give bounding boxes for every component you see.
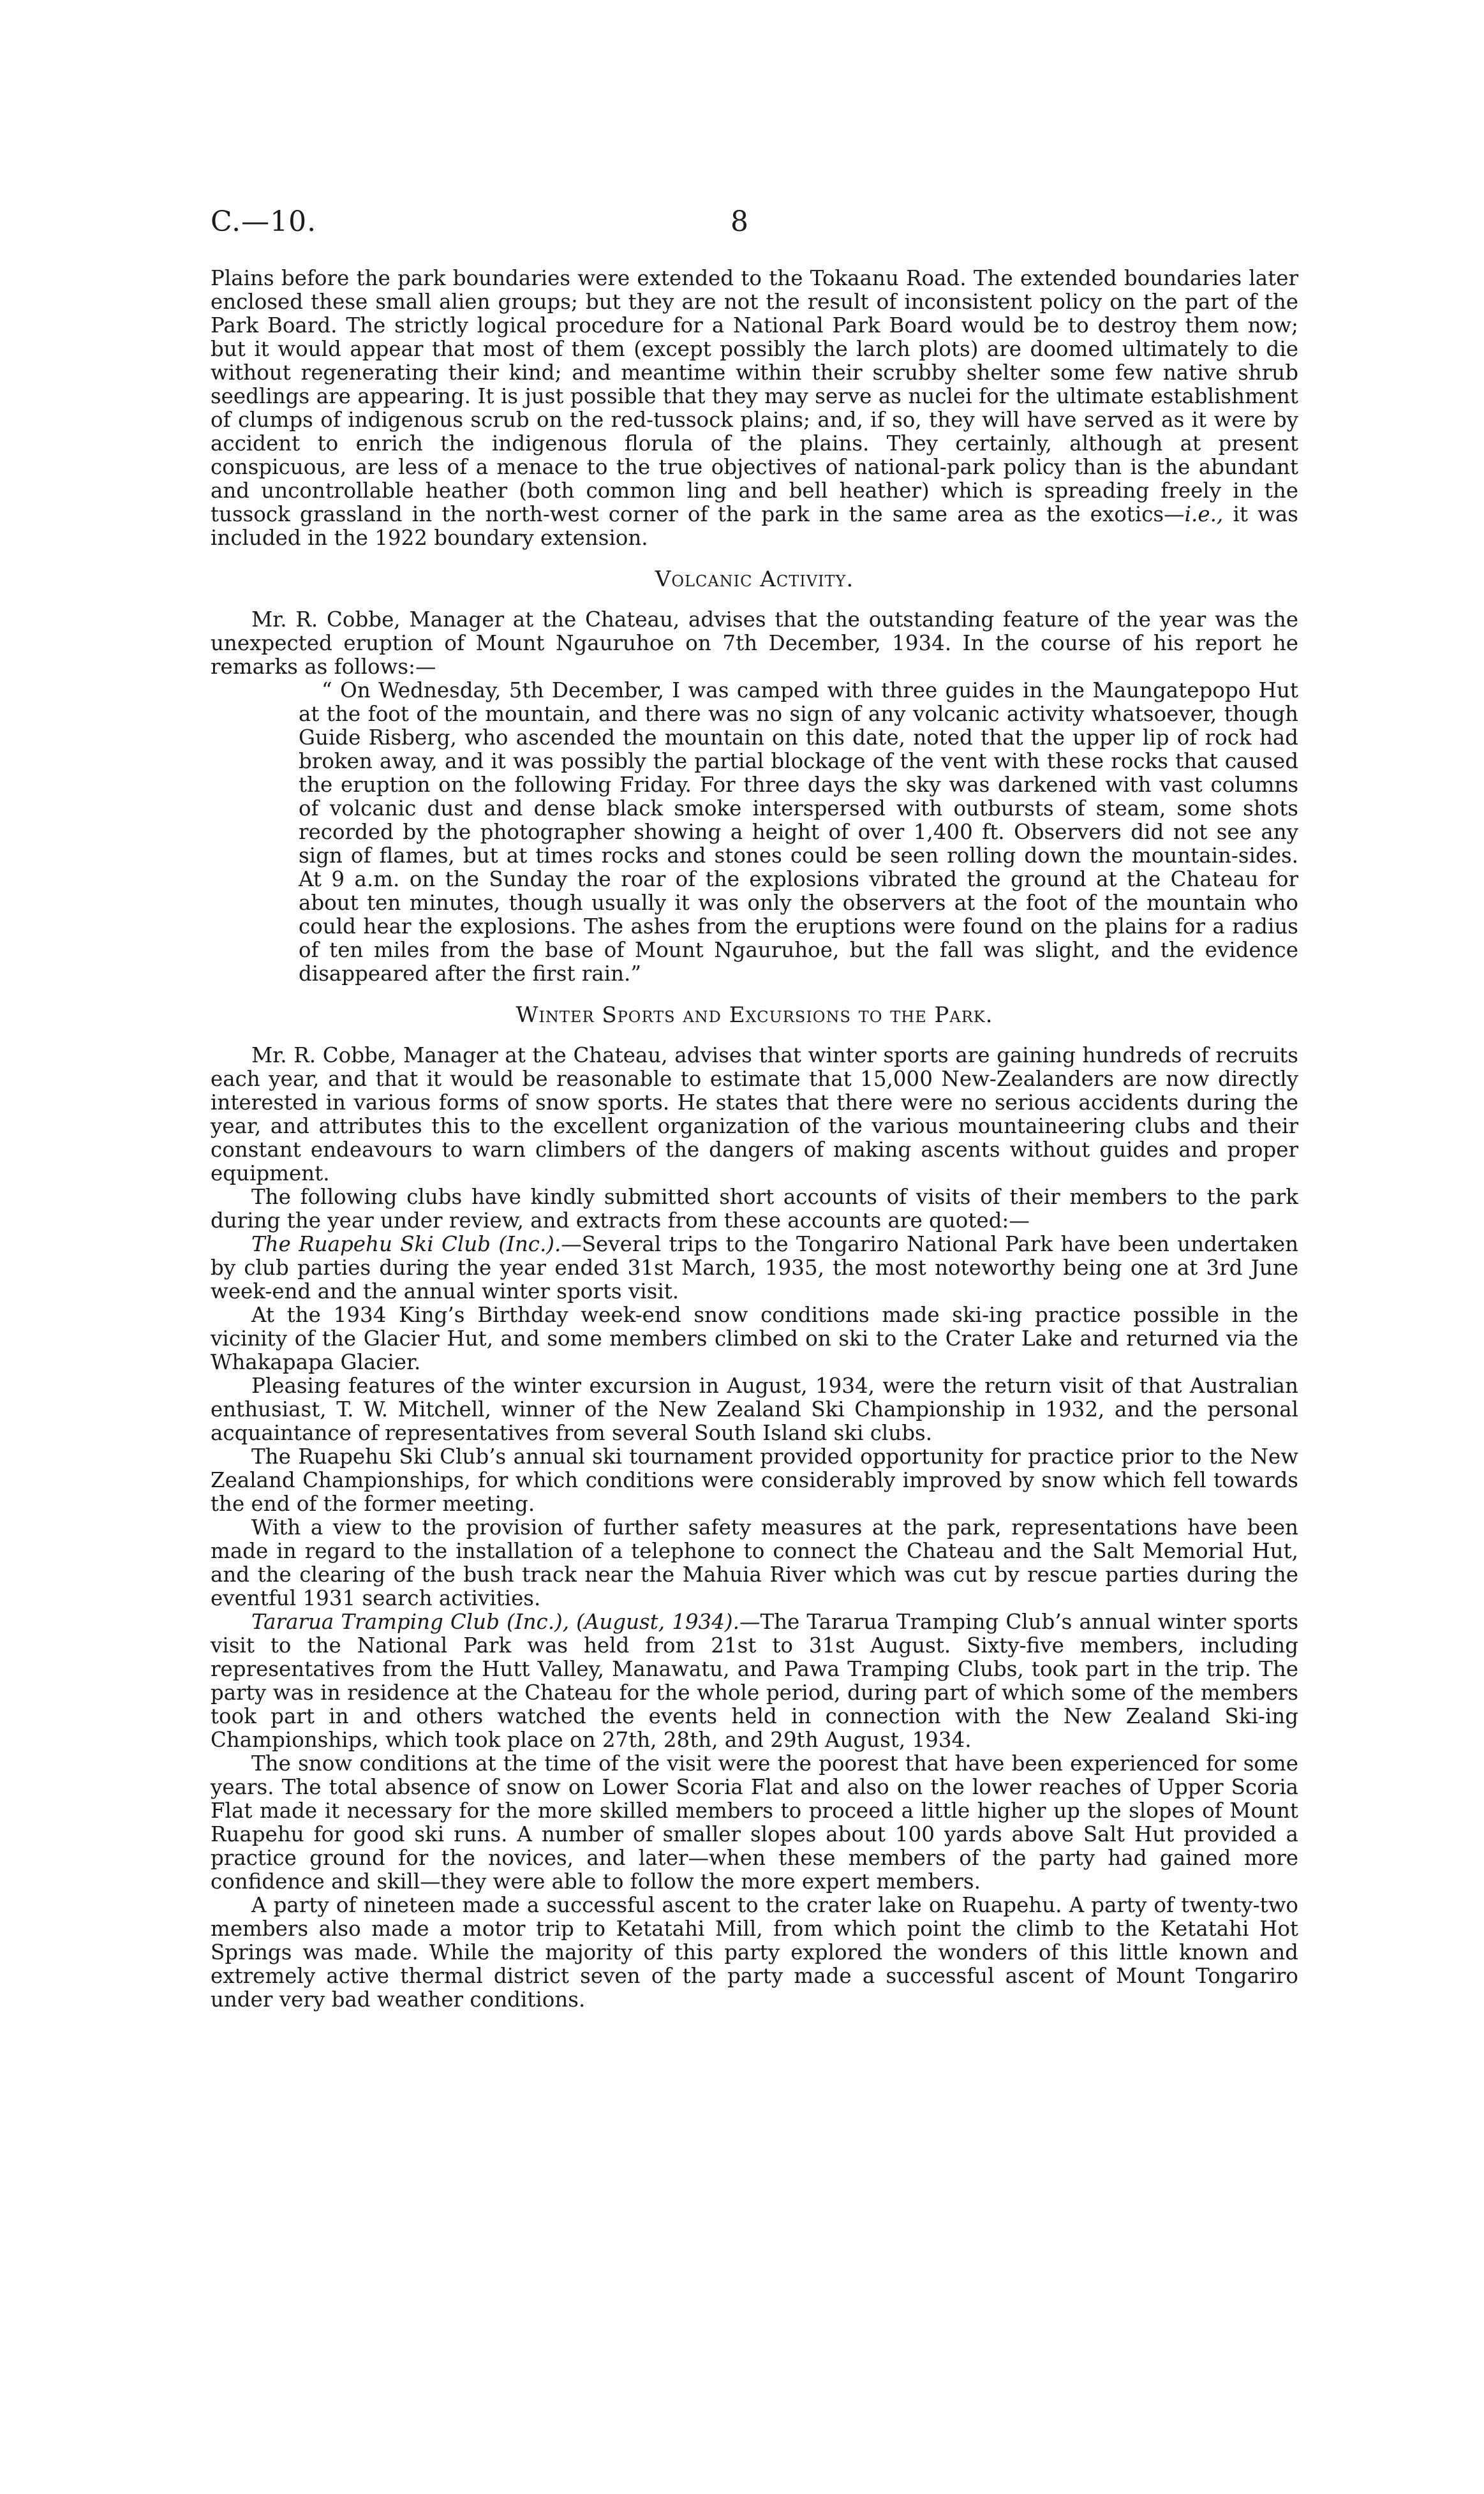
paragraph-plains: [211, 267, 1298, 550]
paragraph-text: it was included in the 1922 boundary extension.: [211, 502, 1298, 550]
paragraph-winter-9: The snow conditions at the time of the visit were the poorest that have been experienced for some years. The total absence of snow on Lower Scoria Flat and also on the lower reaches of Upper Scoria Flat made it necessary for the more skilled members to proceed a little higher up the slopes of Mount Ruapehu for good ski runs. A number of smaller slopes about 100 yards above Salt Hut provided a practice ground for the novices, and later—when these members of the party had gained more confidence and skill—they were able to follow the more expert members.: [211, 1751, 1298, 1894]
document-reference: C.—10.: [211, 205, 317, 238]
paragraph-text: Plains before the park boundaries were extended to the Tokaanu Road. The extended boundaries later enclosed these small alien groups; but they are not the result of inconsistent policy on the part of the Park Board. The strictly logical procedure for a National Park Board would be to destroy them now; but it would appear that most of them (except possibly the larch plots) are doomed ultimately to die without regenerating their kind; and meantime within their scrubby shelter some few native shrub seedlings are appearing. It is just possible that they may serve as nuclei for the ultimate establishment of clumps of indigenous scrub on the red-tussock plains; and, if so, they will have served as it were by accident to enrich the indigenous florula of the plains. They certainly, although at present conspicuous, are less of a menace to the true objectives of national-park policy than is the abundant and uncontrollable heather (both common ling and bell heather) which is spreading freely in the tussock grassland in the north-west corner of the park in the same area as the exotics—: [211, 266, 1298, 526]
paragraph-volcanic-intro: Mr. R. Cobbe, Manager at the Chateau, advises that the outstanding feature of the year was the unexpected eruption of Mount Ngauruhoe on 7th December, 1934. In the course of his report he remarks as follows:—: [211, 607, 1298, 679]
paragraph-winter-10: A party of nineteen made a successful ascent to the crater lake on Ruapehu. A party of twenty-two members also made a motor trip to Ketatahi Mill, from which point the climb to the Ketatahi Hot Springs was made. While the majority of this party explored the wonders of this little known and extremely active thermal district seven of the party made a successful ascent of Mount Tongariro under very bad weather conditions.: [211, 1893, 1298, 2012]
paragraph-text: —The Tararua Tramping Club’s annual winter sports visit to the National Park was held from 21st to 31st August. Sixty-five members, including representatives from the Hutt Valley, Manawatu, and Pawa Tramping Clubs, took part in the trip. The party was in residence at the Chateau for the whole period, during part of which some of the members took part in and others watched the events held in connection with the New Zealand Ski-ing Championships, which took place on 27th, 28th, and 29th August, 1934.: [211, 1610, 1298, 1752]
paragraph-winter-1: Mr. R. Cobbe, Manager at the Chateau, advises that winter sports are gaining hundreds of recruits each year, and that it would be reasonable to estimate that 15,000 New-Zealanders are now directly interested in various forms of snow sports. He states that there were no serious accidents during the year, and attributes this to the excellent organization of the various mountaineering clubs and their constant endeavours to warn climbers of the dangers of making ascents without guides and proper equipment.: [211, 1043, 1298, 1185]
document-body: [211, 267, 1298, 2012]
section-heading-volcanic: Volcanic Activity.: [655, 567, 854, 592]
paragraph-winter-4: At the 1934 King’s Birthday week-end snow conditions made ski-ing practice possible in the vicinity of the Glacier Hut, and some members climbed on ski to the Crater Lake and returned via the Whakapapa Glacier.: [211, 1303, 1298, 1374]
paragraph-text: —Several trips to the Tongariro National Park have been undertaken by club parties during the year ended 31st March, 1935, the most noteworthy being one at 3rd June week-end and the annual winter sports visit.: [211, 1232, 1298, 1303]
paragraph-italic-text: i.e.,: [1184, 502, 1224, 526]
paragraph-winter-5: Pleasing features of the winter excursion in August, 1934, were the return visit of that Australian enthusiast, T. W. Mitchell, winner of the New Zealand Ski Championship in 1932, and the personal acquaintance of representatives from several South Island ski clubs.: [211, 1374, 1298, 1445]
paragraph-winter-6: The Ruapehu Ski Club’s annual ski tournament provided opportunity for practice prior to the New Zealand Championships, for which conditions were considerably improved by snow which fell towards the end of the former meeting.: [211, 1444, 1298, 1516]
quote-text: “ On Wednesday, 5th December, I was camped with three guides in the Maungatepopo Hut at the foot of the mountain, and there was no sign of any volcanic activity whatsoever, though Guide Risberg, who ascended the mountain on this date, noted that the upper lip of rock had broken away, and it was possibly the partial blockage of the vent with these rocks that caused the eruption on the following Friday. For three days the sky was darkened with vast columns of volcanic dust and dense black smoke interspersed with outbursts of steam, some shots recorded by the photographer showing a height of over 1,400 ft. Observers did not see any sign of flames, but at times rocks and stones could be seen rolling down the mountain-sides. At 9 a.m. on the Sunday the roar of the explosions vibrated the ground at the Chateau for about ten minutes, though usually it was only the observers at the foot of the mountain who could hear the explosions. The ashes from the eruptions were found on the plains for a radius of ten miles from the base of Mount Ngauruhoe, but the fall was slight, and the evidence disappeared after the first rain.”: [299, 678, 1298, 986]
page-number: 8: [731, 205, 748, 238]
paragraph-tararua-tramping-club: [211, 1610, 1298, 1752]
paragraph-winter-7: With a view to the provision of further safety measures at the park, representations have been made in regard to the installation of a telephone to connect the Chateau and the Salt Memorial Hut, and the clearing of the bush track near the Mahuia River which was cut by rescue parties during the eventful 1931 search activities.: [211, 1515, 1298, 1610]
block-quote: [299, 679, 1298, 986]
paragraph-winter-2: The following clubs have kindly submitted short accounts of visits of their members to the park during the year under review, and extracts from these accounts are quoted:—: [211, 1185, 1298, 1233]
section-heading-winter-sports: Winter Sports and Excursions to the Park.: [516, 1002, 993, 1028]
club-title: Tararua Tramping Club (Inc.), (August, 1934).: [251, 1610, 739, 1634]
paragraph-ruapehu-ski-club: [211, 1233, 1298, 1303]
club-title: The Ruapehu Ski Club (Inc.).: [251, 1232, 561, 1256]
